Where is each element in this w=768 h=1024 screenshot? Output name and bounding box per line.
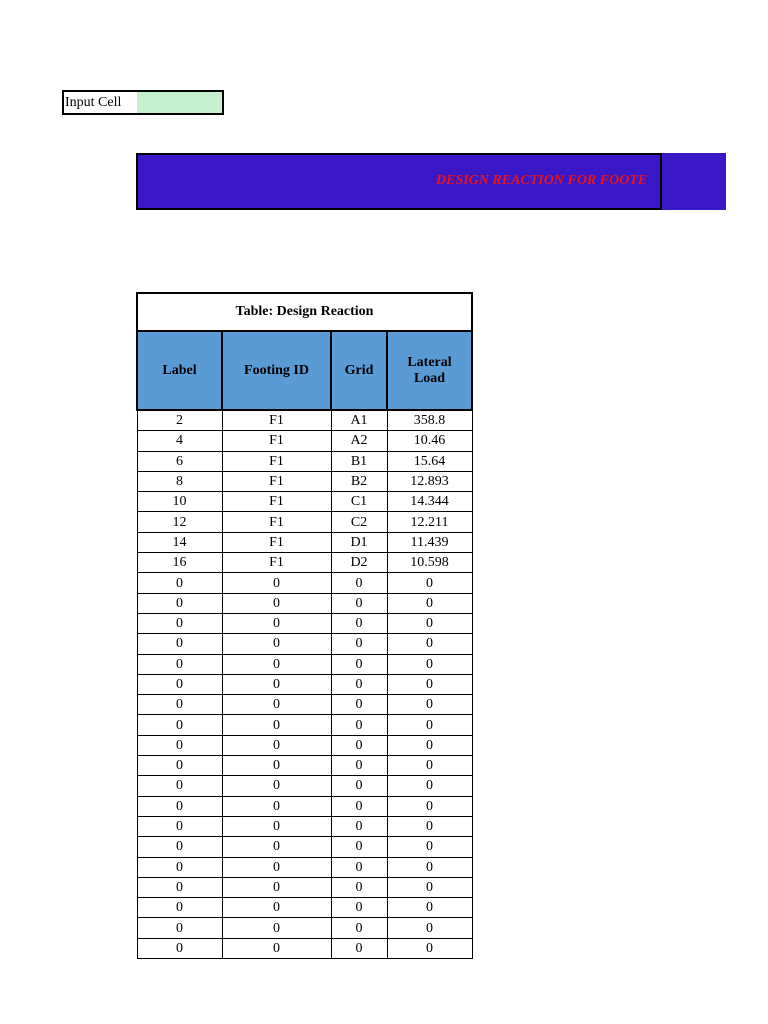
cell-grid[interactable]: 0 xyxy=(331,654,387,674)
table-row xyxy=(137,735,472,755)
cell-label[interactable]: 6 xyxy=(137,451,222,471)
cell-footing-id[interactable]: 0 xyxy=(222,938,331,958)
cell-label[interactable]: 0 xyxy=(137,816,222,836)
cell-lateral-load[interactable]: 12.211 xyxy=(387,512,472,532)
cell-lateral-load[interactable]: 0 xyxy=(387,938,472,958)
cell-grid[interactable]: 0 xyxy=(331,938,387,958)
cell-lateral-load[interactable]: 0 xyxy=(387,674,472,694)
cell-footing-id[interactable]: F1 xyxy=(222,553,331,573)
cell-label[interactable]: 0 xyxy=(137,593,222,613)
table-row xyxy=(137,898,472,918)
cell-label[interactable]: 2 xyxy=(137,410,222,431)
table-row xyxy=(137,492,472,512)
cell-lateral-load[interactable]: 10.598 xyxy=(387,553,472,573)
cell-footing-id[interactable]: 0 xyxy=(222,756,331,776)
column-header-label[interactable]: Label xyxy=(137,331,222,410)
table-body xyxy=(137,410,472,959)
cell-grid[interactable]: 0 xyxy=(331,634,387,654)
column-header-footing-id[interactable]: Footing ID xyxy=(222,331,331,410)
cell-label[interactable]: 12 xyxy=(137,512,222,532)
cell-label[interactable]: 0 xyxy=(137,735,222,755)
cell-grid[interactable]: 0 xyxy=(331,756,387,776)
table-row xyxy=(137,918,472,938)
cell-label[interactable]: 0 xyxy=(137,938,222,958)
cell-footing-id[interactable]: F1 xyxy=(222,492,331,512)
cell-grid[interactable]: 0 xyxy=(331,796,387,816)
cell-footing-id[interactable]: 0 xyxy=(222,613,331,633)
table-row xyxy=(137,451,472,471)
cell-label[interactable]: 0 xyxy=(137,573,222,593)
table-header-row xyxy=(137,331,472,410)
cell-grid[interactable]: C1 xyxy=(331,492,387,512)
cell-lateral-load[interactable]: 0 xyxy=(387,715,472,735)
table-row xyxy=(137,796,472,816)
input-cell-color-swatch[interactable] xyxy=(137,92,222,113)
cell-label[interactable]: 0 xyxy=(137,877,222,897)
cell-grid[interactable]: 0 xyxy=(331,593,387,613)
cell-footing-id[interactable]: 0 xyxy=(222,877,331,897)
cell-lateral-load[interactable]: 0 xyxy=(387,816,472,836)
cell-lateral-load[interactable]: 12.893 xyxy=(387,471,472,491)
cell-grid[interactable]: 0 xyxy=(331,695,387,715)
cell-label[interactable]: 0 xyxy=(137,715,222,735)
cell-label[interactable]: 0 xyxy=(137,756,222,776)
table-caption: Table: Design Reaction xyxy=(137,293,472,331)
cell-footing-id[interactable]: 0 xyxy=(222,857,331,877)
table-row xyxy=(137,512,472,532)
cell-lateral-load[interactable]: 0 xyxy=(387,654,472,674)
cell-lateral-load[interactable]: 0 xyxy=(387,837,472,857)
cell-lateral-load[interactable]: 10.46 xyxy=(387,431,472,451)
cell-label[interactable]: 8 xyxy=(137,471,222,491)
input-cell-legend-label: Input Cell xyxy=(64,92,137,113)
cell-grid[interactable]: 0 xyxy=(331,573,387,593)
cell-lateral-load[interactable]: 0 xyxy=(387,918,472,938)
cell-lateral-load[interactable]: 0 xyxy=(387,857,472,877)
table-row xyxy=(137,938,472,958)
cell-label[interactable]: 0 xyxy=(137,898,222,918)
design-reaction-title: DESIGN REACTION FOR FOOTE xyxy=(436,173,648,188)
table-row xyxy=(137,410,472,431)
cell-grid[interactable]: D1 xyxy=(331,532,387,552)
cell-label[interactable]: 0 xyxy=(137,857,222,877)
cell-lateral-load[interactable]: 0 xyxy=(387,593,472,613)
cell-lateral-load[interactable]: 0 xyxy=(387,877,472,897)
column-header-lateral-load[interactable]: Lateral Load xyxy=(387,331,472,410)
cell-lateral-load[interactable]: 0 xyxy=(387,756,472,776)
cell-grid[interactable]: 0 xyxy=(331,877,387,897)
cell-footing-id[interactable]: 0 xyxy=(222,573,331,593)
cell-lateral-load[interactable]: 14.344 xyxy=(387,492,472,512)
cell-label[interactable]: 16 xyxy=(137,553,222,573)
cell-footing-id[interactable]: F1 xyxy=(222,512,331,532)
cell-lateral-load[interactable]: 11.439 xyxy=(387,532,472,552)
column-header-grid[interactable]: Grid xyxy=(331,331,387,410)
cell-grid[interactable]: A2 xyxy=(331,431,387,451)
cell-label[interactable]: 0 xyxy=(137,837,222,857)
cell-label[interactable]: 0 xyxy=(137,796,222,816)
table-row xyxy=(137,634,472,654)
design-reaction-table-container xyxy=(136,292,473,959)
cell-lateral-load[interactable]: 0 xyxy=(387,573,472,593)
table-row xyxy=(137,816,472,836)
cell-lateral-load[interactable]: 0 xyxy=(387,735,472,755)
cell-footing-id[interactable]: 0 xyxy=(222,654,331,674)
cell-lateral-load[interactable]: 358.8 xyxy=(387,410,472,431)
cell-footing-id[interactable]: F1 xyxy=(222,410,331,431)
cell-grid[interactable]: 0 xyxy=(331,898,387,918)
table-row xyxy=(137,431,472,451)
title-banner xyxy=(136,153,726,210)
table-row xyxy=(137,471,472,491)
table-row xyxy=(137,573,472,593)
cell-grid[interactable]: 0 xyxy=(331,674,387,694)
cell-label[interactable]: 0 xyxy=(137,613,222,633)
design-reaction-table xyxy=(136,292,473,959)
cell-footing-id[interactable]: 0 xyxy=(222,837,331,857)
table-row xyxy=(137,593,472,613)
cell-grid[interactable]: 0 xyxy=(331,816,387,836)
cell-footing-id[interactable]: 0 xyxy=(222,634,331,654)
cell-label[interactable]: 0 xyxy=(137,634,222,654)
cell-label[interactable]: 0 xyxy=(137,654,222,674)
table-row xyxy=(137,776,472,796)
cell-grid[interactable]: 0 xyxy=(331,857,387,877)
cell-footing-id[interactable]: 0 xyxy=(222,796,331,816)
cell-grid[interactable]: B1 xyxy=(331,451,387,471)
cell-lateral-load[interactable]: 0 xyxy=(387,695,472,715)
table-row xyxy=(137,877,472,897)
cell-lateral-load[interactable]: 0 xyxy=(387,796,472,816)
cell-label[interactable]: 4 xyxy=(137,431,222,451)
cell-grid[interactable]: 0 xyxy=(331,715,387,735)
table-caption-row xyxy=(137,293,472,331)
cell-footing-id[interactable]: 0 xyxy=(222,674,331,694)
cell-footing-id[interactable]: 0 xyxy=(222,715,331,735)
cell-lateral-load[interactable]: 0 xyxy=(387,898,472,918)
cell-label[interactable]: 10 xyxy=(137,492,222,512)
cell-grid[interactable]: 0 xyxy=(331,613,387,633)
table-row xyxy=(137,756,472,776)
table-row xyxy=(137,532,472,552)
cell-grid[interactable]: 0 xyxy=(331,837,387,857)
table-row xyxy=(137,613,472,633)
cell-lateral-load[interactable]: 15.64 xyxy=(387,451,472,471)
cell-grid[interactable]: D2 xyxy=(331,553,387,573)
cell-footing-id[interactable]: 0 xyxy=(222,735,331,755)
table-row xyxy=(137,857,472,877)
cell-lateral-load[interactable]: 0 xyxy=(387,613,472,633)
cell-lateral-load[interactable]: 0 xyxy=(387,776,472,796)
cell-footing-id[interactable]: 0 xyxy=(222,918,331,938)
cell-grid[interactable]: C2 xyxy=(331,512,387,532)
cell-grid[interactable]: B2 xyxy=(331,471,387,491)
table-row xyxy=(137,715,472,735)
cell-grid[interactable]: 0 xyxy=(331,735,387,755)
table-row xyxy=(137,695,472,715)
cell-label[interactable]: 0 xyxy=(137,674,222,694)
input-cell-legend xyxy=(62,90,224,115)
table-row xyxy=(137,674,472,694)
cell-footing-id[interactable]: 0 xyxy=(222,816,331,836)
cell-label[interactable]: 0 xyxy=(137,918,222,938)
cell-lateral-load[interactable]: 0 xyxy=(387,634,472,654)
cell-footing-id[interactable]: F1 xyxy=(222,451,331,471)
table-row xyxy=(137,654,472,674)
table-row xyxy=(137,553,472,573)
cell-grid[interactable]: 0 xyxy=(331,918,387,938)
cell-footing-id[interactable]: F1 xyxy=(222,532,331,552)
cell-label[interactable]: 14 xyxy=(137,532,222,552)
title-banner-clip xyxy=(136,153,662,210)
cell-label[interactable]: 0 xyxy=(137,695,222,715)
cell-footing-id[interactable]: 0 xyxy=(222,593,331,613)
cell-footing-id[interactable]: F1 xyxy=(222,471,331,491)
table-row xyxy=(137,837,472,857)
cell-grid[interactable]: 0 xyxy=(331,776,387,796)
cell-footing-id[interactable]: 0 xyxy=(222,898,331,918)
cell-footing-id[interactable]: 0 xyxy=(222,776,331,796)
cell-footing-id[interactable]: F1 xyxy=(222,431,331,451)
cell-label[interactable]: 0 xyxy=(137,776,222,796)
cell-grid[interactable]: A1 xyxy=(331,410,387,431)
cell-footing-id[interactable]: 0 xyxy=(222,695,331,715)
